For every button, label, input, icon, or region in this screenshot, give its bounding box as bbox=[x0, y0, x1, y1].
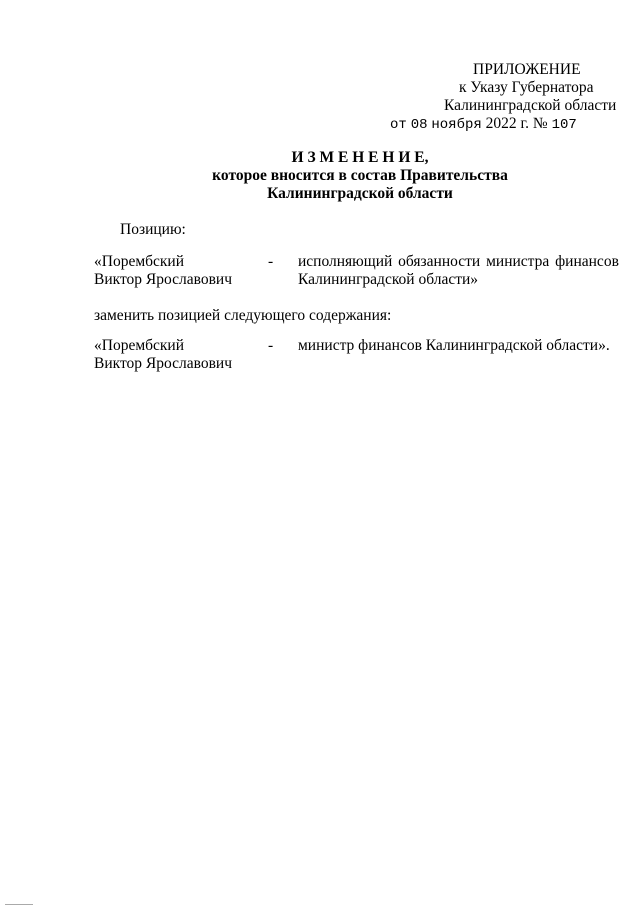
decree-reference: к Указу Губернатора bbox=[459, 79, 594, 96]
new-entry-name2: Виктор Ярославович bbox=[94, 355, 232, 372]
document-title: И З М Е Н Е Н И Е, bbox=[291, 149, 429, 166]
old-entry-role2: Калининградской области» bbox=[298, 271, 479, 288]
intro-text: Позицию: bbox=[120, 221, 186, 238]
old-entry-role1: исполняющий обязанности министра финансов bbox=[298, 253, 619, 270]
date-prefix: от bbox=[390, 117, 407, 133]
date-day: 08 bbox=[410, 117, 428, 133]
new-entry-dash: - bbox=[268, 337, 274, 354]
new-entry-name1: «Порембский bbox=[94, 337, 185, 354]
old-entry-dash: - bbox=[268, 253, 274, 270]
decree-date bbox=[390, 115, 577, 134]
title-subline: которое вносится в состав Правительства bbox=[212, 167, 508, 184]
title-region: Калининградской области bbox=[267, 185, 453, 202]
old-entry-name2: Виктор Ярославович bbox=[94, 271, 232, 288]
appendix-label: ПРИЛОЖЕНИЕ bbox=[473, 61, 581, 78]
region-name: Калининградской области bbox=[444, 97, 617, 114]
old-entry-name1: «Порембский bbox=[94, 253, 185, 270]
date-month: ноября bbox=[431, 117, 482, 133]
replace-text: заменить позицией следующего содержания: bbox=[94, 307, 392, 324]
decree-number: 107 bbox=[551, 117, 577, 133]
date-year: 2022 г. № bbox=[485, 115, 548, 132]
new-entry-role: министр финансов Калининградской области». bbox=[298, 337, 610, 354]
